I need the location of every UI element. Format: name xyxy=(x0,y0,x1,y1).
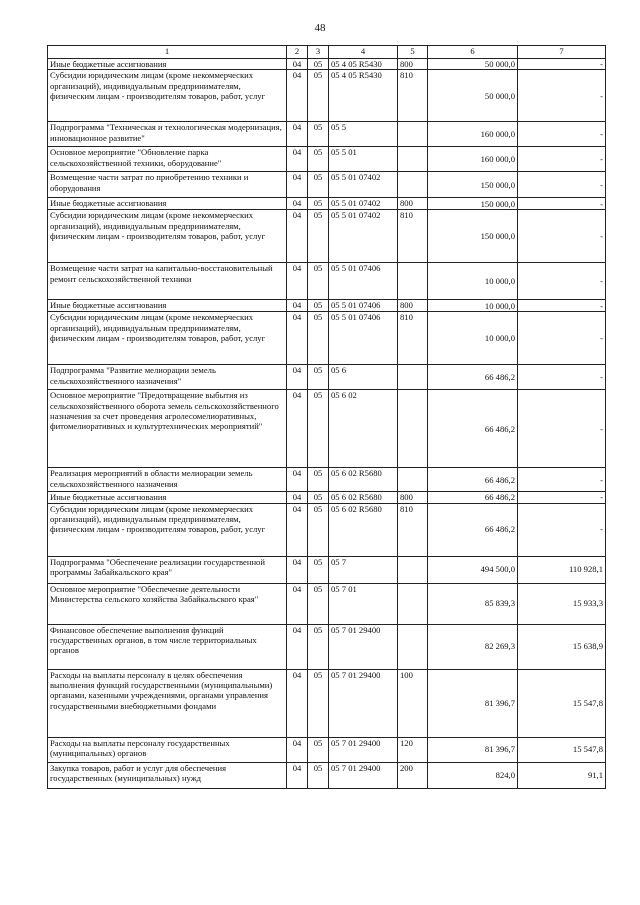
row-section: 04 xyxy=(287,147,308,172)
row-target-code: 05 7 01 29400 xyxy=(329,669,398,737)
row-subsection: 05 xyxy=(308,122,329,147)
row-section: 04 xyxy=(287,122,308,147)
row-target-code: 05 5 01 07406 xyxy=(329,263,398,300)
row-target-code: 05 7 01 xyxy=(329,583,398,624)
row-description: Подпрограмма "Обеспечение реализации государственной программы Забайкальского края" xyxy=(48,556,287,583)
row-subsection: 05 xyxy=(308,172,329,198)
header-cell: 4 xyxy=(329,46,398,59)
table-row xyxy=(48,390,606,468)
row-section: 04 xyxy=(287,762,308,788)
row-amount-2: - xyxy=(518,122,606,147)
row-description: Расходы на выплаты персоналу в целях обеспечения выполнения функций государственными (муниципальными) органами, казенными учреждениями, органами управления государственными внебюджетными фондами xyxy=(48,669,287,737)
row-amount-2: - xyxy=(518,147,606,172)
table-row xyxy=(48,59,606,70)
row-subsection: 05 xyxy=(308,762,329,788)
row-subsection: 05 xyxy=(308,669,329,737)
row-section: 04 xyxy=(287,70,308,122)
row-amount-1: 66 486,2 xyxy=(428,390,518,468)
row-subsection: 05 xyxy=(308,503,329,556)
row-subsection: 05 xyxy=(308,737,329,762)
row-description: Основное мероприятие "Обновление парка сельскохозяйственной техники, оборудование" xyxy=(48,147,287,172)
row-target-code: 05 6 02 R5680 xyxy=(329,468,398,492)
row-section: 04 xyxy=(287,312,308,365)
row-amount-2: - xyxy=(518,198,606,210)
header-cell: 3 xyxy=(308,46,329,59)
row-section: 04 xyxy=(287,669,308,737)
row-description: Возмещение части затрат на капитально-восстановительный ремонт сельскохозяйственной техники xyxy=(48,263,287,300)
row-description: Иные бюджетные ассигнования xyxy=(48,300,287,312)
row-expense-type: 800 xyxy=(398,300,428,312)
row-section: 04 xyxy=(287,300,308,312)
row-description: Подпрограмма "Развитие мелиорации земель сельскохозяйственного назначения" xyxy=(48,365,287,390)
row-subsection: 05 xyxy=(308,210,329,263)
row-description: Иные бюджетные ассигнования xyxy=(48,59,287,70)
row-amount-1: 150 000,0 xyxy=(428,198,518,210)
row-target-code: 05 4 05 R5430 xyxy=(329,70,398,122)
row-section: 04 xyxy=(287,556,308,583)
row-target-code: 05 5 01 07402 xyxy=(329,172,398,198)
header-cell: 1 xyxy=(48,46,287,59)
row-section: 04 xyxy=(287,583,308,624)
table-row xyxy=(48,263,606,300)
row-amount-1: 50 000,0 xyxy=(428,70,518,122)
row-expense-type: 810 xyxy=(398,70,428,122)
row-amount-1: 66 486,2 xyxy=(428,468,518,492)
row-amount-2: - xyxy=(518,503,606,556)
row-amount-1: 85 839,3 xyxy=(428,583,518,624)
row-section: 04 xyxy=(287,624,308,669)
row-description: Подпрограмма "Техническая и технологическая модернизация, инновационное развитие" xyxy=(48,122,287,147)
row-expense-type xyxy=(398,468,428,492)
row-amount-1: 66 486,2 xyxy=(428,365,518,390)
row-section: 04 xyxy=(287,263,308,300)
table-row xyxy=(48,147,606,172)
row-amount-1: 160 000,0 xyxy=(428,147,518,172)
header-cell: 7 xyxy=(518,46,606,59)
row-target-code: 05 5 01 07406 xyxy=(329,300,398,312)
row-amount-2: - xyxy=(518,468,606,492)
row-description: Основное мероприятие "Предотвращение выбытия из сельскохозяйственного оборота земель сельскохозяйственного назначения за счет проведения агролесомелиоративных, фитомелиоративных и культуртехнических мероприятий" xyxy=(48,390,287,468)
row-expense-type: 120 xyxy=(398,737,428,762)
row-section: 04 xyxy=(287,172,308,198)
row-amount-2: - xyxy=(518,492,606,503)
header-cell: 6 xyxy=(428,46,518,59)
row-target-code: 05 7 01 29400 xyxy=(329,624,398,669)
row-amount-2: - xyxy=(518,210,606,263)
row-amount-1: 81 396,7 xyxy=(428,737,518,762)
row-target-code: 05 7 xyxy=(329,556,398,583)
row-amount-2: - xyxy=(518,312,606,365)
row-section: 04 xyxy=(287,365,308,390)
row-amount-1: 494 500,0 xyxy=(428,556,518,583)
row-subsection: 05 xyxy=(308,198,329,210)
row-section: 04 xyxy=(287,390,308,468)
row-description: Возмещение части затрат по приобретению техники и оборудования xyxy=(48,172,287,198)
row-description: Финансовое обеспечение выполнения функций государственных органов, в том числе территориальных органов xyxy=(48,624,287,669)
header-cell: 2 xyxy=(287,46,308,59)
row-section: 04 xyxy=(287,503,308,556)
row-description: Иные бюджетные ассигнования xyxy=(48,492,287,503)
row-amount-1: 50 000,0 xyxy=(428,59,518,70)
table-row xyxy=(48,70,606,122)
row-target-code: 05 7 01 29400 xyxy=(329,737,398,762)
row-amount-2: - xyxy=(518,300,606,312)
row-subsection: 05 xyxy=(308,312,329,365)
table-row xyxy=(48,737,606,762)
row-expense-type xyxy=(398,556,428,583)
row-expense-type xyxy=(398,624,428,669)
table-row xyxy=(48,210,606,263)
row-amount-2: - xyxy=(518,390,606,468)
row-target-code: 05 5 01 07402 xyxy=(329,210,398,263)
row-subsection: 05 xyxy=(308,468,329,492)
table-row xyxy=(48,624,606,669)
row-amount-1: 824,0 xyxy=(428,762,518,788)
row-amount-2: - xyxy=(518,70,606,122)
row-target-code: 05 6 02 xyxy=(329,390,398,468)
row-amount-1: 82 269,3 xyxy=(428,624,518,669)
table-row xyxy=(48,468,606,492)
row-expense-type: 800 xyxy=(398,59,428,70)
row-description: Субсидии юридическим лицам (кроме некоммерческих организаций), индивидуальным предпринимателям, физическим лицам - производителям товаров, работ, услуг xyxy=(48,312,287,365)
row-subsection: 05 xyxy=(308,263,329,300)
table-row xyxy=(48,300,606,312)
row-amount-2: 15 638,9 xyxy=(518,624,606,669)
row-expense-type xyxy=(398,365,428,390)
header-row xyxy=(48,46,606,59)
row-subsection: 05 xyxy=(308,390,329,468)
row-subsection: 05 xyxy=(308,70,329,122)
row-expense-type: 810 xyxy=(398,503,428,556)
row-expense-type xyxy=(398,172,428,198)
table-row xyxy=(48,122,606,147)
row-expense-type xyxy=(398,390,428,468)
row-subsection: 05 xyxy=(308,624,329,669)
row-amount-1: 10 000,0 xyxy=(428,312,518,365)
row-section: 04 xyxy=(287,198,308,210)
row-description: Реализация мероприятий в области мелиорации земель сельскохозяйственного назначения xyxy=(48,468,287,492)
row-amount-2: 15 933,3 xyxy=(518,583,606,624)
row-expense-type: 800 xyxy=(398,492,428,503)
row-target-code: 05 4 05 R5430 xyxy=(329,59,398,70)
row-description: Расходы на выплаты персоналу государственных (муниципальных) органов xyxy=(48,737,287,762)
row-section: 04 xyxy=(287,492,308,503)
row-subsection: 05 xyxy=(308,147,329,172)
row-target-code: 05 7 01 29400 xyxy=(329,762,398,788)
table-row xyxy=(48,762,606,788)
budget-table xyxy=(47,45,606,789)
row-target-code: 05 6 02 R5680 xyxy=(329,503,398,556)
row-amount-1: 10 000,0 xyxy=(428,263,518,300)
row-subsection: 05 xyxy=(308,492,329,503)
row-amount-2: 110 928,1 xyxy=(518,556,606,583)
row-section: 04 xyxy=(287,737,308,762)
row-target-code: 05 5 xyxy=(329,122,398,147)
row-amount-1: 66 486,2 xyxy=(428,503,518,556)
row-target-code: 05 6 02 R5680 xyxy=(329,492,398,503)
row-amount-1: 10 000,0 xyxy=(428,300,518,312)
row-amount-2: 15 547,8 xyxy=(518,669,606,737)
row-expense-type xyxy=(398,263,428,300)
row-expense-type: 800 xyxy=(398,198,428,210)
row-target-code: 05 5 01 07402 xyxy=(329,198,398,210)
row-amount-1: 150 000,0 xyxy=(428,172,518,198)
table-row xyxy=(48,556,606,583)
row-section: 04 xyxy=(287,59,308,70)
row-amount-2: 91,1 xyxy=(518,762,606,788)
row-subsection: 05 xyxy=(308,556,329,583)
table-row xyxy=(48,503,606,556)
row-description: Субсидии юридическим лицам (кроме некоммерческих организаций), индивидуальным предпринимателям, физическим лицам - производителям товаров, работ, услуг xyxy=(48,503,287,556)
header-cell: 5 xyxy=(398,46,428,59)
row-description: Иные бюджетные ассигнования xyxy=(48,198,287,210)
row-amount-1: 150 000,0 xyxy=(428,210,518,263)
row-expense-type: 200 xyxy=(398,762,428,788)
row-section: 04 xyxy=(287,468,308,492)
row-amount-2: - xyxy=(518,59,606,70)
row-section: 04 xyxy=(287,210,308,263)
row-subsection: 05 xyxy=(308,365,329,390)
row-amount-1: 160 000,0 xyxy=(428,122,518,147)
table-row xyxy=(48,365,606,390)
row-subsection: 05 xyxy=(308,300,329,312)
row-subsection: 05 xyxy=(308,583,329,624)
table-row xyxy=(48,172,606,198)
row-target-code: 05 5 01 xyxy=(329,147,398,172)
page-number: 48 xyxy=(314,22,326,34)
row-subsection: 05 xyxy=(308,59,329,70)
row-amount-2: - xyxy=(518,263,606,300)
row-expense-type xyxy=(398,583,428,624)
row-amount-2: - xyxy=(518,172,606,198)
row-description: Основное мероприятие "Обеспечение деятельности Министерства сельского хозяйства Забайкальского края" xyxy=(48,583,287,624)
row-amount-1: 66 486,2 xyxy=(428,492,518,503)
row-description: Субсидии юридическим лицам (кроме некоммерческих организаций), индивидуальным предпринимателям, физическим лицам - производителям товаров, работ, услуг xyxy=(48,210,287,263)
row-expense-type: 100 xyxy=(398,669,428,737)
row-description: Закупка товаров, работ и услуг для обеспечения государственных (муниципальных) нужд xyxy=(48,762,287,788)
row-amount-2: - xyxy=(518,365,606,390)
row-amount-2: 15 547,8 xyxy=(518,737,606,762)
row-expense-type xyxy=(398,122,428,147)
row-expense-type: 810 xyxy=(398,210,428,263)
row-target-code: 05 6 xyxy=(329,365,398,390)
table-row xyxy=(48,312,606,365)
row-description: Субсидии юридическим лицам (кроме некоммерческих организаций), индивидуальным предпринимателям, физическим лицам - производителям товаров, работ, услуг xyxy=(48,70,287,122)
row-expense-type xyxy=(398,147,428,172)
table-row xyxy=(48,583,606,624)
row-expense-type: 810 xyxy=(398,312,428,365)
row-amount-1: 81 396,7 xyxy=(428,669,518,737)
table-row xyxy=(48,198,606,210)
table-row xyxy=(48,492,606,503)
table-row xyxy=(48,669,606,737)
row-target-code: 05 5 01 07406 xyxy=(329,312,398,365)
